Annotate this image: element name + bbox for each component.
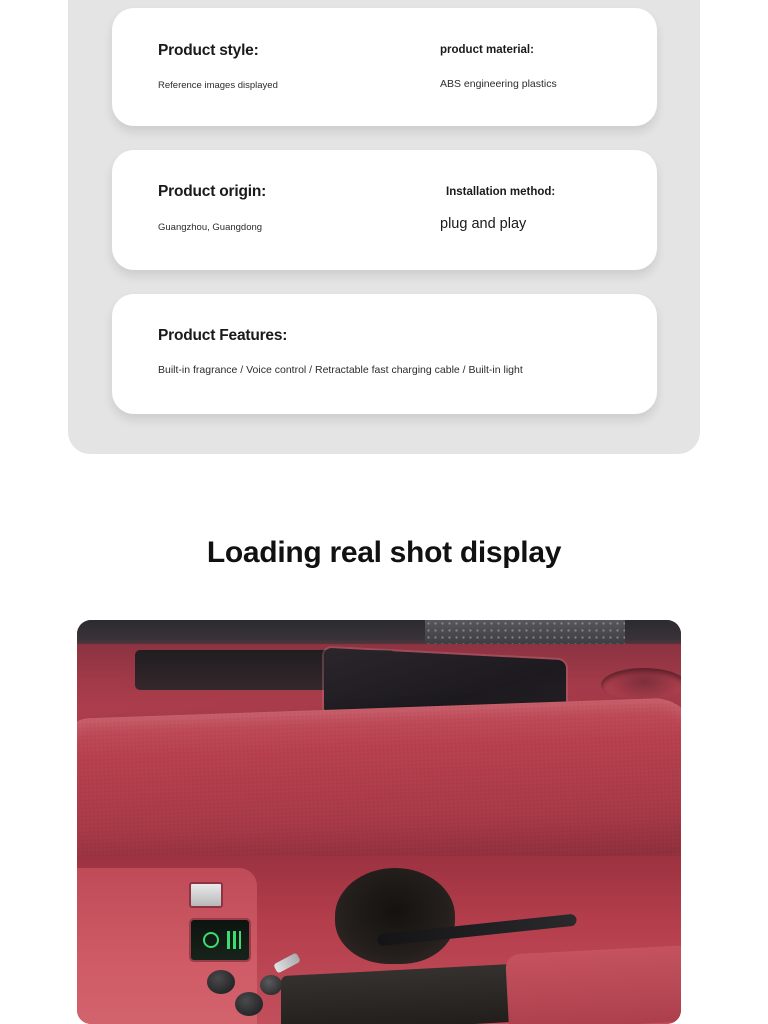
section-title-loading-real-shot: Loading real shot display [206, 536, 562, 569]
spec-label-product-origin: Product origin: [158, 183, 267, 200]
speaker-grille-icon [425, 620, 625, 646]
spec-label-installation-method: Installation method: [446, 186, 556, 198]
spec-value-product-origin: Guangzhou, Guangdong [158, 222, 263, 233]
fan-indicator-icon [227, 931, 241, 949]
spec-value-product-style: Reference images displayed [158, 80, 278, 91]
photo-right-seat-base [505, 945, 681, 1024]
fragrance-indicator-icon [203, 932, 219, 948]
photo-cup-holder-front [601, 668, 681, 702]
spec-card-product-features [112, 294, 657, 414]
photo-control-screen [189, 918, 251, 962]
spec-card-product-origin [112, 150, 657, 270]
photo-card-slot [189, 882, 223, 908]
spec-label-product-style: Product style: [158, 42, 259, 59]
spec-card-product-style [112, 8, 657, 126]
product-spec-panel [68, 0, 700, 454]
photo-leather-texture [77, 697, 681, 879]
spec-value-product-material: ABS engineering plastics [440, 78, 557, 90]
spec-label-product-material: product material: [440, 44, 534, 56]
real-shot-photo [77, 620, 681, 1024]
photo-knob-side [260, 975, 282, 995]
photo-knob-lower [235, 992, 263, 1016]
photo-knob-upper [207, 970, 235, 994]
spec-value-installation-method: plug and play [440, 216, 527, 232]
spec-label-product-features: Product Features: [158, 327, 288, 344]
spec-value-product-features: Built-in fragrance / Voice control / Retractable fast charging cable / Built-in light [158, 364, 523, 376]
photo-round-speaker [335, 868, 455, 964]
